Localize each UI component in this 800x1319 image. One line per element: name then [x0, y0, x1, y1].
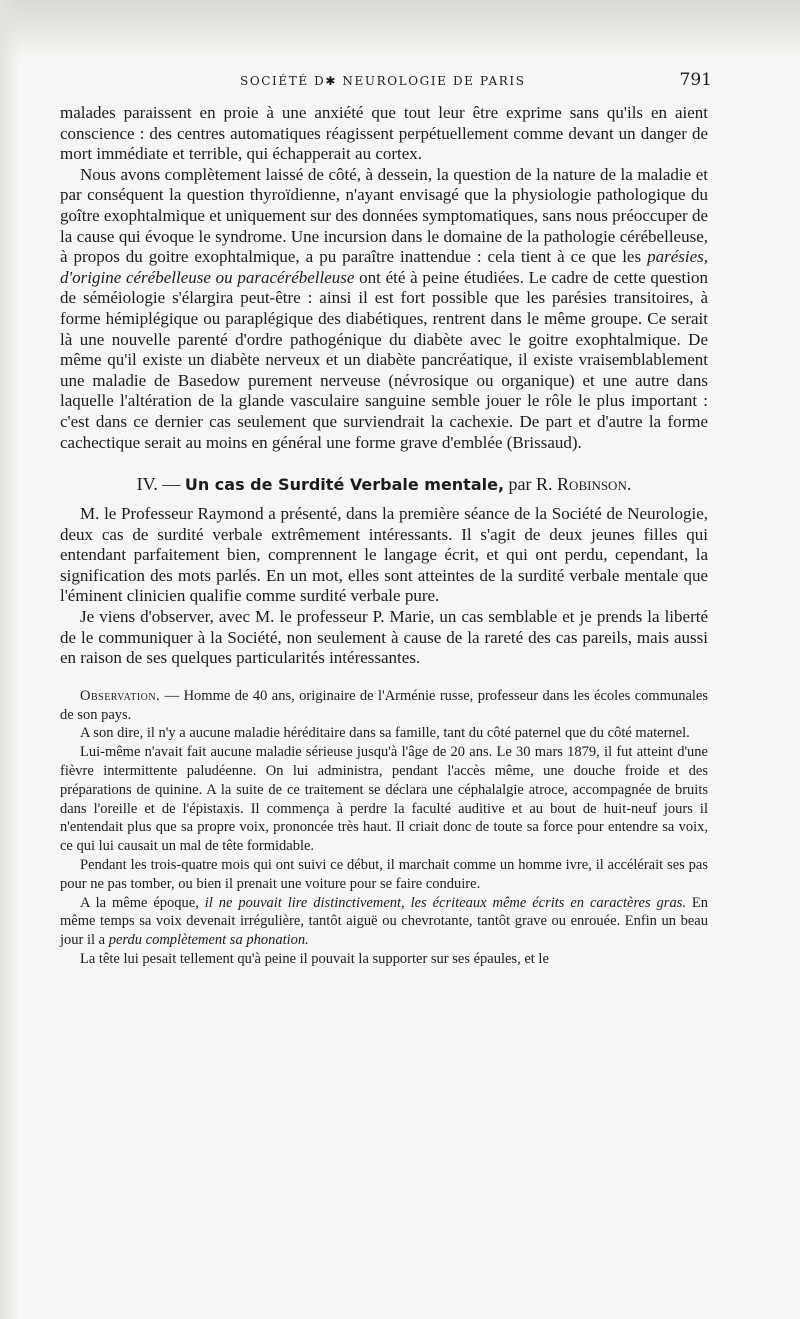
observation-text: — Homme de 40 ans, originaire de l'Arménie russe, professeur dans les écoles communales de son pays.: [60, 687, 708, 723]
observation-block: [60, 687, 708, 969]
observation-italic: il ne pouvait lire distinctivement, les écriteaux même écrits en caractères gras.: [204, 894, 686, 911]
paragraph-thyroid: [60, 165, 708, 453]
observation-text: A la même époque,: [80, 894, 205, 911]
section-title: Un cas de Surdité Verbale mentale,: [184, 475, 505, 495]
observation-label: Observation.: [80, 687, 161, 704]
section-heading: [60, 473, 708, 496]
paragraph-italic: parésies, d'origine cérébelleuse ou paracérébelleuse: [60, 247, 708, 287]
observation-text: En même temps sa voix devenait irrégulière, tantôt aiguë ou chevrotante, tantôt grave ou enrouée. Enfin un beau jour il a: [60, 894, 708, 949]
running-head: SOCIÉTÉ D✱ NEUROLOGIE DE PARIS: [240, 74, 526, 88]
observation-gait: Pendant les trois-quatre mois qui ont suivi ce début, il marchait comme un homme ivre, il accélérait ses pas pour ne pas tomber, ou bien il prenait une voiture pour se faire conduire.: [60, 857, 708, 892]
paragraph-raymond: M. le Professeur Raymond a présenté, dans la première séance de la Société de Neurologie, deux cas de surdité verbale extrêmement intéressants. Il s'agit de deux jeunes filles qui entendant parfaitement bien, comprennent le langage écrit, et qui ont perdu, cependant, la signification des mots parlés. En un mot, elles sont atteintes de la surdité verbale mentale que l'éminent clinicien qualifie comme surdité verbale pure.: [60, 504, 708, 606]
paragraph-text: ont été à peine étudiées. Le cadre de cette question de séméiologie s'élargira peut-être : ainsi il est fort possible que les parésies transitoires, à forme hémiplégique ou paraplégique des diabétiques, rentrent dans le même groupe. Ce serait là une nouvelle parenté d'ordre pathogénique du diabète avec le goitre exophtalmique. De même qu'il existe un diabète nerveux et un diabète pancréatique, il existe vraisemblablement une maladie de Basedow purement nerveuse (névrosique ou organique) et une autre dans laquelle l'altération de la glande vasculaire sanguine semble jouer le rôle le plus important : c'est dans ce dernier cas seulement que surviendrait la cachexie. De part et d'autre la forme cachectique serait au moins en général une forme grave d'emblée (Brissaud).: [60, 267, 708, 452]
section-by: par R.: [508, 474, 553, 495]
observation-heredity: A son dire, il n'y a aucune maladie héréditaire dans sa famille, tant du côté paternel que du côté maternel.: [80, 725, 690, 742]
observation-intro: [60, 687, 708, 725]
section-number: IV. —: [136, 474, 181, 495]
paragraph-text: Nous avons complètement laissé de côté, à dessein, la question de la nature de la maladie et par conséquent la question thyroïdienne, n'ayant envisagé que la physiologie pathologique du goître exophtalmique et uniquement sur des données symptomatiques, sans nous préoccuper de la cause qui évoque le syndrome. Une incursion dans le domaine de la pathologie cérébelleuse, à propos du goitre exophtalmique, a pu paraître inattendue : cela tient à ce que les: [60, 164, 708, 267]
paragraph-observe: Je viens d'observer, avec M. le professeur P. Marie, un cas semblable et je prends la liberté de le communiquer à la Société, non seulement à cause de la rareté des cas pareils, mais aussi en raison de ses quelques particularités intéressantes.: [60, 607, 708, 668]
section-author: Robinson.: [557, 474, 632, 495]
page-header: [60, 70, 712, 94]
scan-top-shadow: [0, 0, 800, 60]
paragraph-continuation: malades paraissent en proie à une anxiété que tout leur être exprime sans qu'ils en aient conscience : des centres automatiques réagissent perpétuellement comme devant un danger de mort immédiate et terrible, qui échapperait au cortex.: [60, 103, 708, 164]
observation-history: Lui-même n'avait fait aucune maladie sérieuse jusqu'à l'âge de 20 ans. Le 30 mars 1879, il fut atteint d'une fièvre intermittente paludéenne. On lui administra, pendant l'accès même, une douche froide et des préparations de quinine. A la suite de ce traitement se déclara une céphalalgie atroce, accompagnée de bruits dans l'oreille et de l'épistaxis. Il commença à perdre la faculté auditive et au bout de huit-neuf jours il n'entendait plus que sa propre voix, prononcée très haut. Il criait donc de toute sa force pour entendre sa voix, ce qui lui causait un mal de tête formidable.: [60, 744, 708, 855]
observation-italic: perdu complètement sa phonation.: [108, 932, 309, 949]
observation-reading: [60, 894, 708, 950]
scan-left-shadow: [0, 0, 20, 1319]
observation-head: La tête lui pesait tellement qu'à peine il pouvait la supporter sur ses épaules, et le: [80, 951, 549, 967]
page-body: [60, 103, 708, 969]
page-number: 791: [679, 70, 712, 90]
